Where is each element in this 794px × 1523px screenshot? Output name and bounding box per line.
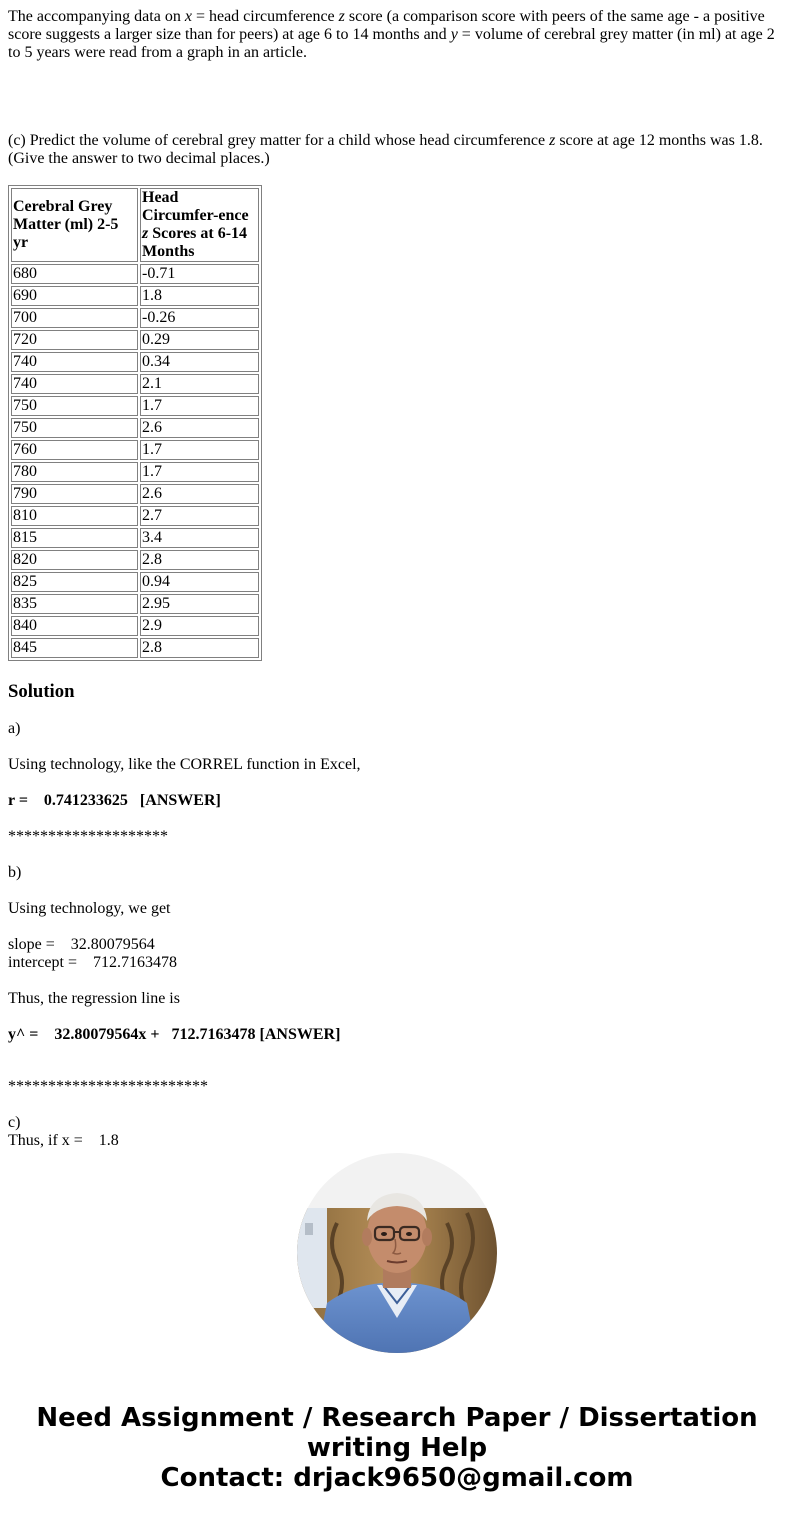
intro-text: The accompanying data on: [8, 8, 185, 25]
data-table: [8, 185, 262, 661]
table-row: [11, 638, 259, 658]
cell-grey-matter: 810: [11, 506, 138, 526]
cell-grey-matter: 690: [11, 286, 138, 306]
table-row: [11, 572, 259, 592]
cell-grey-matter: 845: [11, 638, 138, 658]
cell-grey-matter: 825: [11, 572, 138, 592]
table-row: [11, 264, 259, 284]
intro-text: score (a comparison score with peers of the same age - a positive score suggests a larger size than for peers) at age 6 to 14 months and: [8, 8, 765, 43]
banner-line-1: Need Assignment / Research Paper / Dissertation: [36, 1403, 758, 1433]
header-text: Head Circumfer-ence: [142, 189, 249, 224]
cell-grey-matter: 790: [11, 484, 138, 504]
separator-stars: ********************: [8, 828, 168, 845]
table-row: [11, 418, 259, 438]
cell-grey-matter: 680: [11, 264, 138, 284]
document-body: [8, 8, 786, 1150]
var-z: z: [142, 225, 149, 242]
intro-text: = head circumference: [191, 8, 339, 25]
banner-line-3: Contact: drjack9650@gmail.com: [160, 1463, 634, 1493]
part-b-label: b): [8, 864, 22, 881]
slope-line: slope = 32.80079564: [8, 936, 155, 953]
table-row: [11, 462, 259, 482]
cell-grey-matter: 750: [11, 396, 138, 416]
cell-z-score: 2.6: [140, 418, 259, 438]
solution-heading: Solution: [8, 681, 75, 702]
cell-z-score: 0.94: [140, 572, 259, 592]
table-row: [11, 286, 259, 306]
banner-line-2: writing Help: [306, 1433, 488, 1463]
cell-grey-matter: 840: [11, 616, 138, 636]
contact-banner: [0, 1403, 794, 1493]
table-row: [11, 550, 259, 570]
cell-z-score: 2.9: [140, 616, 259, 636]
cell-z-score: -0.26: [140, 308, 259, 328]
table-row: [11, 374, 259, 394]
table-row: [11, 352, 259, 372]
cell-grey-matter: 740: [11, 352, 138, 372]
table-row: [11, 594, 259, 614]
cell-grey-matter: 720: [11, 330, 138, 350]
cell-z-score: -0.71: [140, 264, 259, 284]
cell-z-score: 2.7: [140, 506, 259, 526]
var-x: x: [184, 8, 192, 25]
cell-grey-matter: 815: [11, 528, 138, 548]
table-row: [11, 506, 259, 526]
cell-z-score: 2.6: [140, 484, 259, 504]
cell-z-score: 3.4: [140, 528, 259, 548]
intro-text: = volume of cerebral grey matter (in ml) at age 2 to 5 years were read from a graph in an article.: [8, 26, 775, 61]
cell-z-score: 2.8: [140, 638, 259, 658]
table-row: [11, 330, 259, 350]
header-head-circumference: [140, 188, 259, 262]
separator-stars: *************************: [8, 1078, 208, 1095]
intro-paragraph: [8, 8, 784, 62]
var-y: y: [450, 26, 458, 43]
var-z: z: [549, 132, 556, 149]
table-row: [11, 616, 259, 636]
cell-z-score: 1.8: [140, 286, 259, 306]
part-c-text: Thus, if x = 1.8: [8, 1132, 119, 1149]
cell-z-score: 0.29: [140, 330, 259, 350]
var-z: z: [338, 8, 345, 25]
question-text: score at age 12 months was 1.8. (Give the answer to two decimal places.): [8, 132, 763, 167]
part-a-label: a): [8, 720, 21, 737]
cell-grey-matter: 820: [11, 550, 138, 570]
cell-grey-matter: 780: [11, 462, 138, 482]
cell-grey-matter: 835: [11, 594, 138, 614]
table-body: [11, 264, 259, 658]
cell-z-score: 1.7: [140, 462, 259, 482]
table-row: [11, 484, 259, 504]
cell-grey-matter: 740: [11, 374, 138, 394]
table-row: [11, 528, 259, 548]
part-a-text: Using technology, like the CORREL function in Excel,: [8, 756, 361, 773]
part-b-text: Using technology, we get: [8, 900, 171, 917]
intercept-line: intercept = 712.7163478: [8, 954, 177, 971]
cell-z-score: 2.8: [140, 550, 259, 570]
cell-z-score: 2.95: [140, 594, 259, 614]
cell-grey-matter: 750: [11, 418, 138, 438]
cell-grey-matter: 700: [11, 308, 138, 328]
header-text: Scores at 6-14 Months: [142, 225, 248, 260]
cell-z-score: 2.1: [140, 374, 259, 394]
question-text: (c) Predict the volume of cerebral grey matter for a child whose head circumference: [8, 132, 550, 149]
cell-z-score: 1.7: [140, 396, 259, 416]
cell-z-score: 0.34: [140, 352, 259, 372]
table-header-row: [11, 188, 259, 262]
cell-z-score: 1.7: [140, 440, 259, 460]
header-grey-matter: Cerebral Grey Matter (ml) 2-5 yr: [11, 188, 138, 262]
question-c: [8, 132, 784, 168]
regression-answer: y^ = 32.80079564x + 712.7163478 [ANSWER]: [8, 1026, 341, 1043]
regression-text: Thus, the regression line is: [8, 990, 180, 1007]
r-answer: r = 0.741233625 [ANSWER]: [8, 792, 221, 809]
table-row: [11, 308, 259, 328]
part-c-label: c): [8, 1114, 21, 1131]
table-row: [11, 440, 259, 460]
cell-grey-matter: 760: [11, 440, 138, 460]
author-avatar: [297, 1153, 497, 1353]
table-row: [11, 396, 259, 416]
